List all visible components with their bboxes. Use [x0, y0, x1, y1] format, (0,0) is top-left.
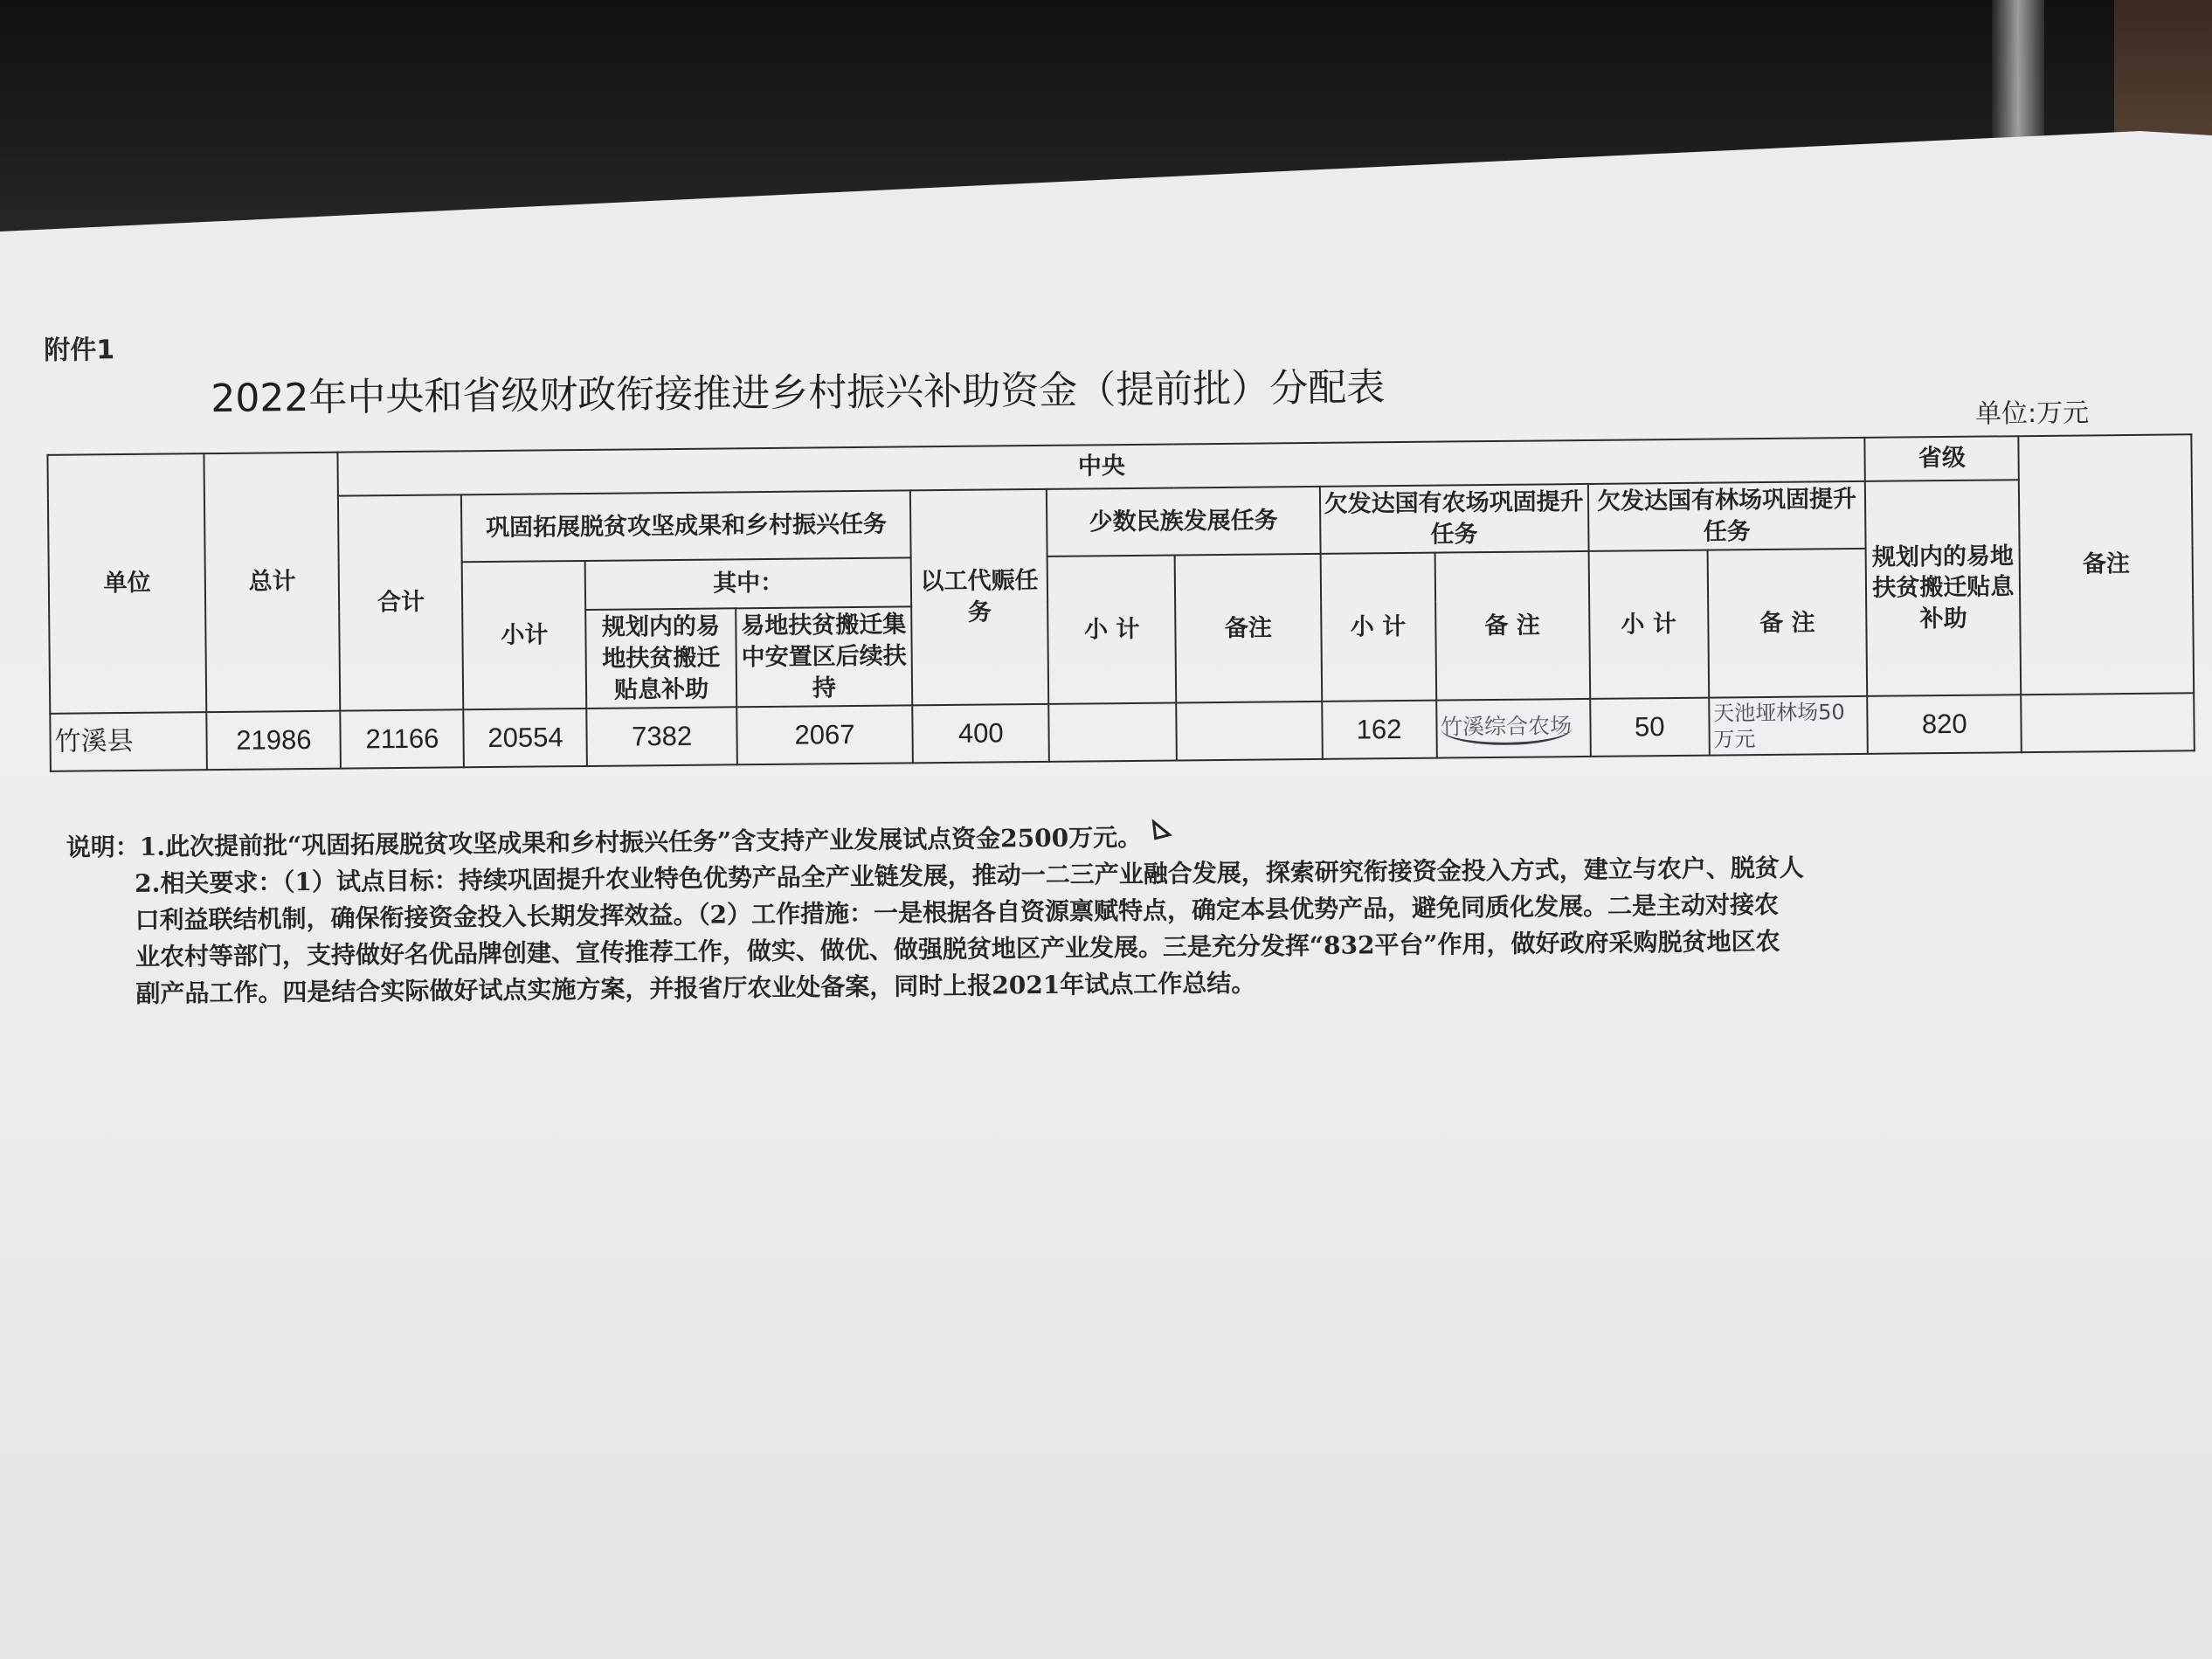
allocation-table	[46, 433, 2195, 772]
header-workrelief: 以工代赈任务	[910, 489, 1048, 706]
cell-relocation-interest: 7382	[587, 707, 737, 766]
cell-minority-note	[1177, 702, 1323, 761]
cell-relocation-followup: 2067	[736, 706, 913, 765]
note-item-1-text: 1.此次提前批“巩固拓展脱贫攻坚成果和乡村振兴任务”含支持产业发展试点资金2500万元。	[139, 822, 1143, 861]
header-farm: 欠发达国有农场巩固提升任务	[1319, 484, 1588, 554]
cell-farm-subtotal: 162	[1322, 701, 1437, 759]
header-total: 总计	[204, 453, 341, 713]
cell-minority-subtotal	[1049, 703, 1178, 762]
note-item-2-line-2: 口利益联结机制，确保衔接资金投入长期发挥效益。（2）工作措施：一是根据各自资源禀赋特点，确定本县优势产品，避免同质化发展。二是主动对接农	[135, 889, 1780, 935]
header-minority: 少数民族发展任务	[1047, 487, 1320, 556]
pen-mark-icon	[1151, 819, 1173, 842]
header-remarks: 备注	[2019, 434, 2194, 695]
farm-note-text: 竹溪综合农场	[1441, 711, 1572, 745]
header-sum: 合计	[338, 494, 463, 710]
header-forest: 欠发达国有林场巩固提升任务	[1588, 481, 1866, 551]
attachment-label: 附件1	[44, 335, 115, 366]
unit-label: 单位:万元	[1974, 397, 2090, 430]
cell-workrelief: 400	[912, 704, 1049, 763]
cell-forest-subtotal: 50	[1590, 698, 1710, 757]
cell-farm-note	[1436, 699, 1591, 758]
cell-unit: 竹溪县	[50, 712, 207, 771]
document-title: 2022年中央和省级财政衔接推进乡村振兴补助资金（提前批）分配表	[211, 365, 1386, 422]
header-subtotal: 小计	[462, 561, 587, 709]
cell-provincial: 820	[1867, 695, 2022, 754]
header-forest-subtotal: 小 计	[1588, 550, 1709, 699]
note-item-2-line-4: 副产品工作。四是结合实际做好试点实施方案，并报省厅农业处备案，同时上报2021年试点工作总结。	[135, 968, 1256, 1008]
header-minority-note: 备注	[1175, 554, 1322, 702]
cell-sum: 21166	[341, 709, 465, 768]
header-provincial: 省级	[1865, 436, 2020, 481]
note-item-2-line-1: 2.相关要求：（1）试点目标：持续巩固提升农业特色优势产品全产业链发展，推动一二三产业融合发展，探索研究衔接资金投入方式，建立与农户、脱贫人	[135, 853, 1804, 898]
header-among: 其中：	[585, 558, 911, 611]
header-central: 中央	[338, 438, 1865, 496]
header-relocation-interest: 规划内的易地扶贫搬迁贴息补助	[586, 609, 736, 709]
header-farm-note: 备 注	[1434, 551, 1590, 701]
header-unit: 单位	[47, 453, 206, 714]
cell-subtotal: 20554	[464, 709, 588, 767]
notes-section	[66, 812, 1990, 1013]
cell-total: 21986	[207, 711, 342, 770]
header-relocation-followup: 易地扶贫搬迁集中安置区后续扶持	[736, 607, 913, 708]
header-minority-subtotal: 小 计	[1047, 556, 1177, 704]
note-item-2-line-3: 业农村等部门，支持做好名优品牌创建、宣传推荐工作，做实、做优、做强脱贫地区产业发展。三是充分发挥“832平台”作用，做好政府采购脱贫地区农	[135, 926, 1780, 971]
document	[35, 302, 2199, 1008]
cell-remarks	[2022, 693, 2195, 752]
header-consolidate: 巩固拓展脱贫攻坚成果和乡村振兴任务	[461, 490, 910, 562]
notes-label: 说明：	[66, 832, 140, 862]
header-forest-note: 备 注	[1707, 549, 1867, 698]
header-farm-subtotal: 小 计	[1320, 553, 1436, 702]
cell-forest-note: 天池垭林场50万元	[1709, 696, 1868, 756]
header-provincial-relocation: 规划内的易地扶贫搬迁贴息补助	[1865, 480, 2022, 696]
